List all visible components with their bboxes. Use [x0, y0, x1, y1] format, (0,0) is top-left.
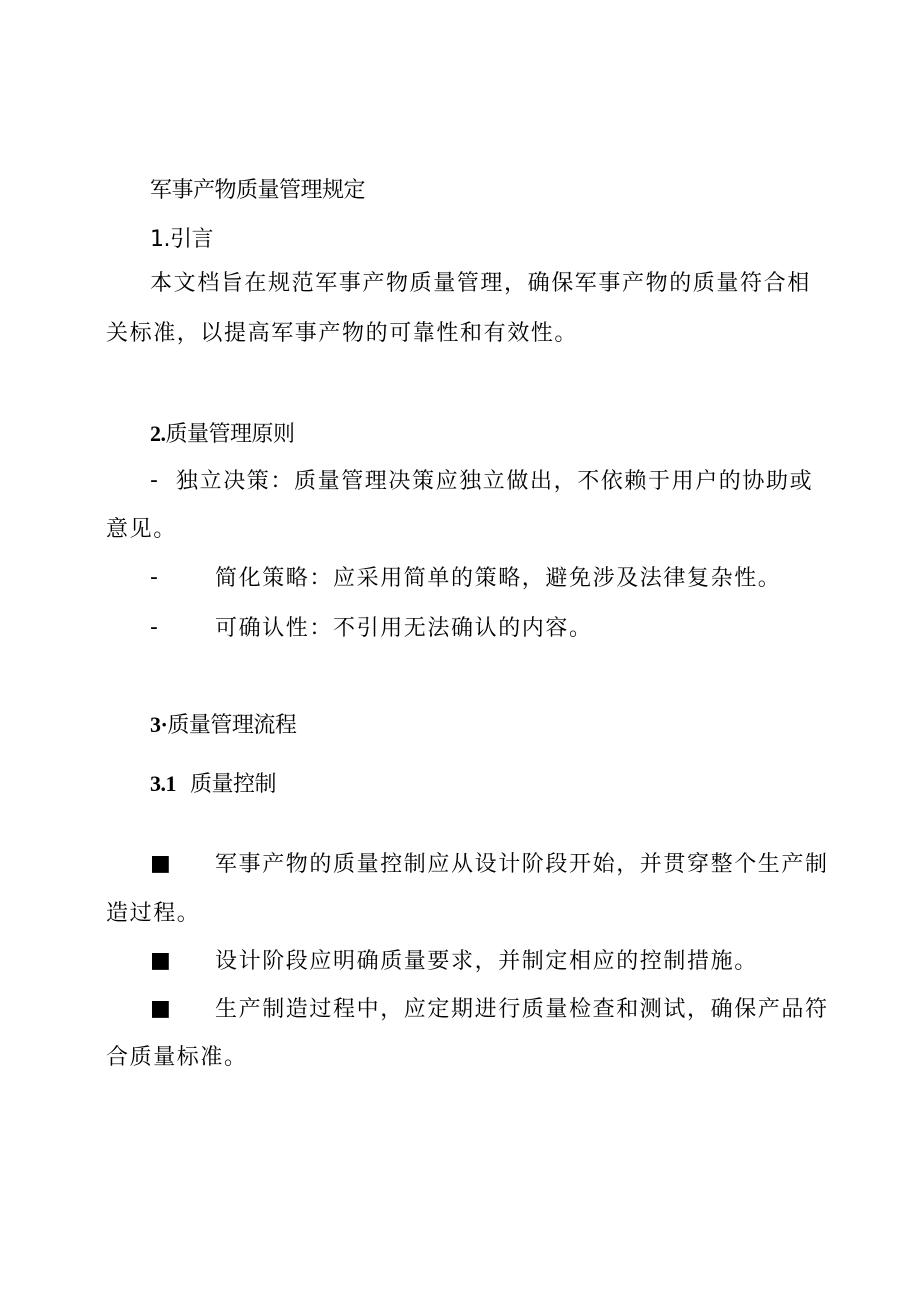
- section-3-number: 3·: [150, 712, 168, 737]
- section-2-heading: [150, 423, 295, 446]
- section-1-paragraph-line-2: 关标准，以提高军事产物的可靠性和有效性。: [106, 321, 579, 346]
- principle-1-line-2: 意见。: [106, 517, 177, 542]
- control-item-1-line-2: 造过程。: [106, 901, 201, 926]
- section-3-heading: [150, 714, 296, 737]
- square-bullet-icon: ■: [150, 996, 171, 1021]
- control-item-2-line: 设计阶段应明确质量要求，并制定相应的控制措施。: [215, 949, 758, 974]
- subsection-3-1-heading: [150, 773, 276, 796]
- control-item-1-line-1: 军事产物的质量控制应从设计阶段开始，并贯穿整个生产制: [215, 852, 829, 877]
- document-title: 军事产物质量管理规定: [150, 178, 366, 203]
- square-bullet-icon: ■: [150, 948, 171, 973]
- principle-3-line: 可确认性：不引用无法确认的内容。: [215, 616, 593, 641]
- dash-marker: -: [150, 565, 158, 590]
- principle-1-line-1: 独立决策：质量管理决策应独立做出，不依赖于用户的协助或: [176, 469, 814, 494]
- dash-marker: -: [150, 468, 158, 493]
- section-1-heading: 1.引言: [150, 227, 213, 252]
- section-2-number: 2.: [150, 421, 166, 446]
- subsection-3-1-number: 3.1: [150, 771, 176, 796]
- control-item-3-line-1: 生产制造过程中，应定期进行质量检查和测试，确保产品符: [215, 997, 829, 1022]
- section-3-title: 质量管理流程: [167, 713, 297, 738]
- control-item-3-line-2: 合质量标准。: [106, 1045, 248, 1070]
- section-1-paragraph-line-1: 本文档旨在规范军事产物质量管理，确保军事产物的质量符合相: [150, 271, 811, 296]
- principle-2-line: 简化策略：应采用简单的策略，避免涉及法律复杂性。: [215, 566, 782, 591]
- square-bullet-icon: ■: [150, 851, 171, 876]
- dash-marker: -: [150, 615, 158, 640]
- subsection-3-1-title: 质量控制: [190, 772, 277, 797]
- section-2-title: 质量管理原则: [165, 422, 295, 447]
